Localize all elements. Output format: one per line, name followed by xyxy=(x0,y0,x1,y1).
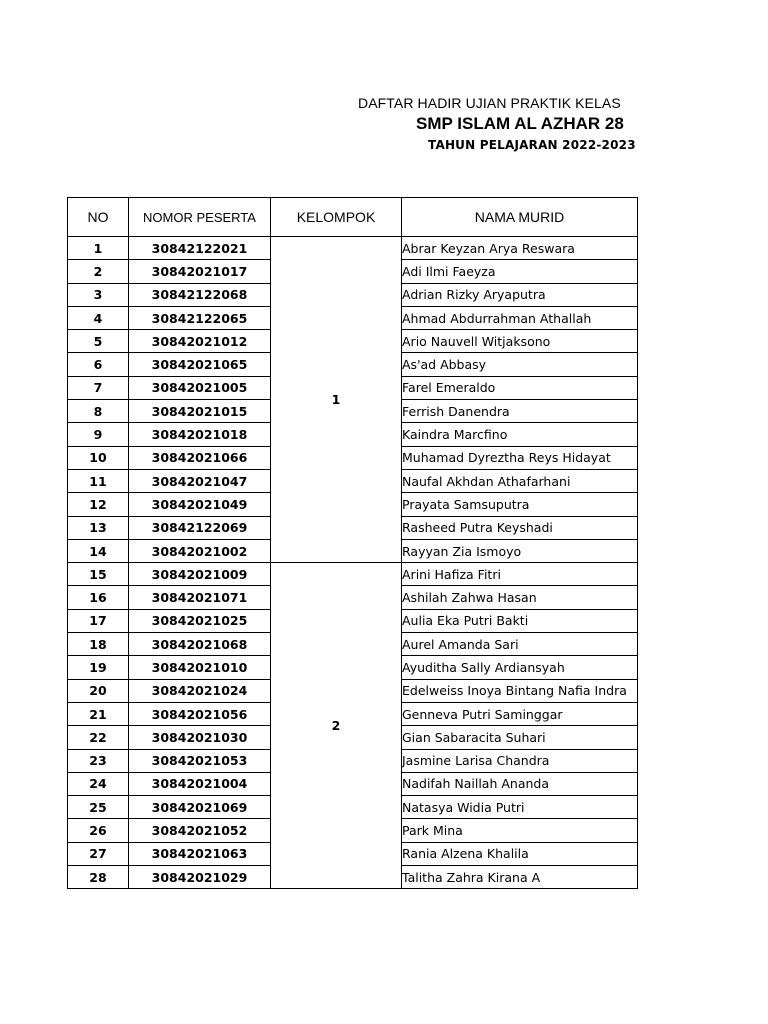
student-name: Arini Hafiza Fitri xyxy=(402,563,638,586)
row-number: 6 xyxy=(68,353,129,376)
column-header-nama-murid: NAMA MURID xyxy=(402,198,638,237)
student-name: Muhamad Dyreztha Reys Hidayat xyxy=(402,446,638,469)
student-name: Rayyan Zia Ismoyo xyxy=(402,539,638,562)
student-name: Kaindra Marcfino xyxy=(402,423,638,446)
student-name: Ahmad Abdurrahman Athallah xyxy=(402,306,638,329)
participant-number: 30842122069 xyxy=(129,516,271,539)
group-number: 1 xyxy=(271,237,402,563)
participant-number: 30842021047 xyxy=(129,469,271,492)
row-number: 18 xyxy=(68,633,129,656)
document-title: DAFTAR HADIR UJIAN PRAKTIK KELAS xyxy=(358,95,621,111)
row-number: 14 xyxy=(68,539,129,562)
participant-number: 30842021053 xyxy=(129,749,271,772)
student-name: Aurel Amanda Sari xyxy=(402,633,638,656)
table-body xyxy=(68,237,638,889)
row-number: 4 xyxy=(68,306,129,329)
participant-number: 30842021010 xyxy=(129,656,271,679)
row-number: 2 xyxy=(68,260,129,283)
row-number: 12 xyxy=(68,493,129,516)
table-row xyxy=(68,563,638,586)
column-header-no: NO xyxy=(68,198,129,237)
row-number: 21 xyxy=(68,702,129,725)
student-name: Rasheed Putra Keyshadi xyxy=(402,516,638,539)
participant-number: 30842122068 xyxy=(129,283,271,306)
student-name: Talitha Zahra Kirana A xyxy=(402,866,638,889)
student-name: Abrar Keyzan Arya Reswara xyxy=(402,237,638,260)
participant-number: 30842122065 xyxy=(129,306,271,329)
row-number: 3 xyxy=(68,283,129,306)
row-number: 13 xyxy=(68,516,129,539)
student-name: As'ad Abbasy xyxy=(402,353,638,376)
participant-number: 30842021017 xyxy=(129,260,271,283)
school-name: SMP ISLAM AL AZHAR 28 xyxy=(416,114,624,133)
participant-number: 30842021063 xyxy=(129,842,271,865)
participant-number: 30842021024 xyxy=(129,679,271,702)
participant-number: 30842021018 xyxy=(129,423,271,446)
participant-number: 30842021071 xyxy=(129,586,271,609)
row-number: 16 xyxy=(68,586,129,609)
student-name: Ayuditha Sally Ardiansyah xyxy=(402,656,638,679)
student-name: Genneva Putri Saminggar xyxy=(402,702,638,725)
row-number: 11 xyxy=(68,469,129,492)
row-number: 27 xyxy=(68,842,129,865)
row-number: 8 xyxy=(68,400,129,423)
participant-number: 30842021056 xyxy=(129,702,271,725)
row-number: 1 xyxy=(68,237,129,260)
row-number: 25 xyxy=(68,796,129,819)
row-number: 15 xyxy=(68,563,129,586)
row-number: 10 xyxy=(68,446,129,469)
participant-number: 30842021005 xyxy=(129,376,271,399)
row-number: 28 xyxy=(68,866,129,889)
student-name: Naufal Akhdan Athafarhani xyxy=(402,469,638,492)
row-number: 9 xyxy=(68,423,129,446)
student-name: Gian Sabaracita Suhari xyxy=(402,726,638,749)
participant-number: 30842122021 xyxy=(129,237,271,260)
participant-number: 30842021068 xyxy=(129,633,271,656)
participant-number: 30842021052 xyxy=(129,819,271,842)
table-header-row xyxy=(68,198,638,237)
row-number: 24 xyxy=(68,772,129,795)
student-name: Jasmine Larisa Chandra xyxy=(402,749,638,772)
participant-number: 30842021049 xyxy=(129,493,271,516)
academic-year: TAHUN PELAJARAN 2022-2023 xyxy=(428,138,636,152)
row-number: 23 xyxy=(68,749,129,772)
student-name: Edelweiss Inoya Bintang Nafia Indra xyxy=(402,679,638,702)
row-number: 22 xyxy=(68,726,129,749)
student-name: Nadifah Naillah Ananda xyxy=(402,772,638,795)
row-number: 5 xyxy=(68,330,129,353)
group-number: 2 xyxy=(271,563,402,889)
participant-number: 30842021012 xyxy=(129,330,271,353)
student-name: Ashilah Zahwa Hasan xyxy=(402,586,638,609)
row-number: 19 xyxy=(68,656,129,679)
participant-number: 30842021065 xyxy=(129,353,271,376)
row-number: 20 xyxy=(68,679,129,702)
participant-number: 30842021009 xyxy=(129,563,271,586)
column-header-kelompok: KELOMPOK xyxy=(271,198,402,237)
row-number: 17 xyxy=(68,609,129,632)
student-name: Aulia Eka Putri Bakti xyxy=(402,609,638,632)
student-name: Prayata Samsuputra xyxy=(402,493,638,516)
student-name: Farel Emeraldo xyxy=(402,376,638,399)
row-number: 7 xyxy=(68,376,129,399)
student-name: Adi Ilmi Faeyza xyxy=(402,260,638,283)
student-name: Park Mina xyxy=(402,819,638,842)
participant-number: 30842021004 xyxy=(129,772,271,795)
student-name: Natasya Widia Putri xyxy=(402,796,638,819)
student-name: Rania Alzena Khalila xyxy=(402,842,638,865)
table-row xyxy=(68,237,638,260)
row-number: 26 xyxy=(68,819,129,842)
participant-number: 30842021025 xyxy=(129,609,271,632)
student-name: Adrian Rizky Aryaputra xyxy=(402,283,638,306)
participant-number: 30842021069 xyxy=(129,796,271,819)
participant-number: 30842021015 xyxy=(129,400,271,423)
participant-number: 30842021029 xyxy=(129,866,271,889)
student-name: Ferrish Danendra xyxy=(402,400,638,423)
participant-number: 30842021030 xyxy=(129,726,271,749)
column-header-nomor-peserta: NOMOR PESERTA xyxy=(129,198,271,237)
attendance-table xyxy=(67,197,638,889)
participant-number: 30842021002 xyxy=(129,539,271,562)
student-name: Ario Nauvell Witjaksono xyxy=(402,330,638,353)
participant-number: 30842021066 xyxy=(129,446,271,469)
